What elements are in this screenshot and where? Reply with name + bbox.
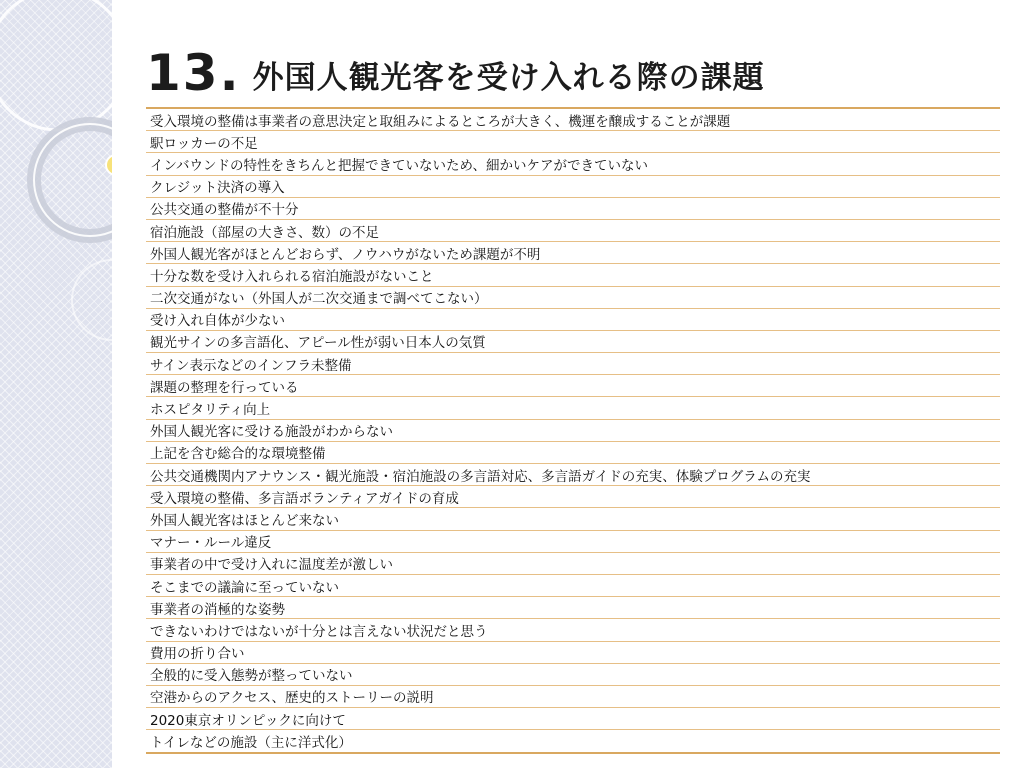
issue-row: 費用の折り合い [146,642,1000,664]
decorative-ring-thick [34,124,112,236]
title-text: 外国人観光客を受け入れる際の課題 [252,60,765,96]
issue-row: サイン表示などのインフラ未整備 [146,353,1000,375]
issue-row: 全般的に受入態勢が整っていない [146,664,1000,686]
issue-row: 観光サインの多言語化、アピール性が弱い日本人の気質 [146,331,1000,353]
decorative-ring-large [0,0,112,130]
issue-row: そこまでの議論に至っていない [146,575,1000,597]
issue-row: 外国人観光客はほとんど来ない [146,508,1000,530]
issue-row: できないわけではないが十分とは言えない状況だと思う [146,619,1000,641]
issue-row: 空港からのアクセス、歴史的ストーリーの説明 [146,686,1000,708]
issue-row: 課題の整理を行っている [146,375,1000,397]
issue-row: 外国人観光客がほとんどおらず、ノウハウがないため課題が不明 [146,242,1000,264]
issue-row: 公共交通機関内アナウンス・観光施設・宿泊施設の多言語対応、多言語ガイドの充実、体験プログラムの充実 [146,464,1000,486]
issue-row: 十分な数を受け入れられる宿泊施設がないこと [146,264,1000,286]
decorative-dot-yellow [106,155,112,175]
issue-row: マナー・ルール違反 [146,531,1000,553]
issue-row: 公共交通の整備が不十分 [146,198,1000,220]
issue-row: 駅ロッカーの不足 [146,131,1000,153]
issue-row: クレジット決済の導入 [146,176,1000,198]
decorative-rings [0,0,112,768]
issue-row: 事業者の中で受け入れに温度差が激しい [146,553,1000,575]
issue-row: 事業者の消極的な姿勢 [146,597,1000,619]
issue-row: 受入環境の整備、多言語ボランティアガイドの育成 [146,486,1000,508]
decorative-side-panel [0,0,112,768]
decorative-ring-small [72,260,112,340]
issue-row: 二次交通がない（外国人が二次交通まで調べてこない） [146,287,1000,309]
issue-row: ホスピタリティ向上 [146,397,1000,419]
issue-row: 2020東京オリンピックに向けて [146,708,1000,730]
issue-row: 外国人観光客に受ける施設がわからない [146,420,1000,442]
issue-row: トイレなどの施設（主に洋式化） [150,735,352,752]
issue-row: 受入環境の整備は事業者の意思決定と取組みによるところが大きく、機運を醸成することが課題 [146,109,1000,131]
title-number: 13. [146,44,241,102]
issues-table [146,107,1000,754]
issue-row: インバウンドの特性をきちんと把握できていないため、細かいケアができていない [146,153,1000,175]
slide-title [146,28,765,102]
issue-row: 上記を含む総合的な環境整備 [146,442,1000,464]
issue-row: 宿泊施設（部屋の大きさ、数）の不足 [146,220,1000,242]
issue-row: 受け入れ自体が少ない [146,309,1000,331]
